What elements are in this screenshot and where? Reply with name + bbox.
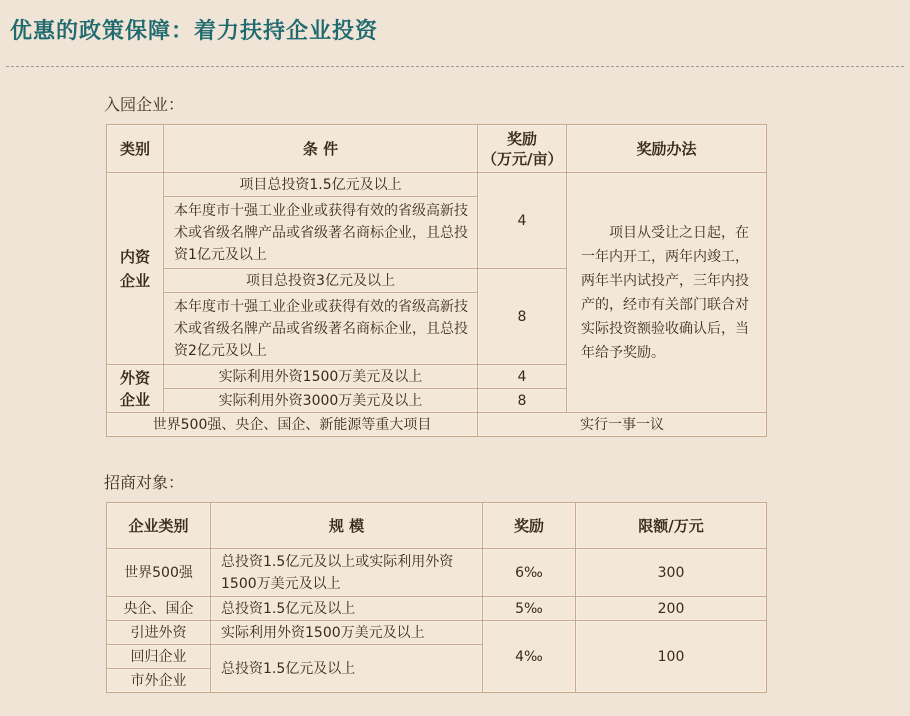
enterprise-type-cell: 世界500强	[107, 549, 211, 597]
section-label-park-enterprises: 入园企业：	[104, 95, 185, 114]
header-enterprise-type: 企业类别	[107, 503, 211, 549]
reward-cell: 5‰	[483, 597, 576, 621]
condition-cell: 项目总投资1.5亿元及以上	[164, 173, 478, 197]
limit-cell: 300	[576, 549, 767, 597]
header-scale: 规 模	[211, 503, 483, 549]
title-divider	[6, 66, 904, 67]
park-enterprise-table	[106, 124, 767, 437]
reward-cell: 4	[478, 173, 567, 269]
condition-cell: 本年度市十强工业企业或获得有效的省级高新技术或省级名牌产品或省级著名商标企业，且总投资1亿元及以上	[164, 197, 478, 269]
reward-cell: 8	[478, 269, 567, 365]
scale-cell: 总投资1.5亿元及以上	[211, 645, 483, 693]
condition-cell: 项目总投资3亿元及以上	[164, 269, 478, 293]
domestic-enterprise-label: 内资 企业	[107, 173, 164, 365]
group-limit-cell: 100	[576, 621, 767, 693]
reward-cell: 8	[478, 389, 567, 413]
header-reward: 奖励	[483, 503, 576, 549]
enterprise-type-cell: 回归企业	[107, 645, 211, 669]
header-limit: 限额/万元	[576, 503, 767, 549]
header-method: 奖励办法	[567, 125, 767, 173]
scale-cell: 总投资1.5亿元及以上或实际利用外资1500万美元及以上	[211, 549, 483, 597]
section-label-investment-targets: 招商对象：	[104, 473, 185, 492]
reward-cell: 4	[478, 365, 567, 389]
foreign-enterprise-label: 外资 企业	[107, 365, 164, 413]
limit-cell: 200	[576, 597, 767, 621]
condition-cell: 实际利用外资1500万美元及以上	[164, 365, 478, 389]
scale-cell: 实际利用外资1500万美元及以上	[211, 621, 483, 645]
group-reward-cell: 4‰	[483, 621, 576, 693]
page-title: 优惠的政策保障：着力扶持企业投资	[10, 19, 379, 44]
enterprise-type-cell: 市外企业	[107, 669, 211, 693]
reward-cell: 6‰	[483, 549, 576, 597]
scale-cell: 总投资1.5亿元及以上	[211, 597, 483, 621]
investment-target-table	[106, 502, 767, 693]
header-reward: 奖励 （万元/亩）	[478, 125, 567, 173]
header-category: 类别	[107, 125, 164, 173]
condition-cell: 实际利用外资3000万美元及以上	[164, 389, 478, 413]
enterprise-type-cell: 引进外资	[107, 621, 211, 645]
condition-cell: 本年度市十强工业企业或获得有效的省级高新技术或省级名牌产品或省级著名商标企业，且总投资2亿元及以上	[164, 293, 478, 365]
special-project-condition: 世界500强、央企、国企、新能源等重大项目	[107, 413, 478, 437]
header-condition: 条 件	[164, 125, 478, 173]
reward-method-cell: 项目从受让之日起，在一年内开工，两年内竣工，两年半内试投产，三年内投产的，经市有关部门联合对实际投资额验收确认后，当年给予奖励。	[567, 173, 767, 413]
special-project-reward: 实行一事一议	[478, 413, 767, 437]
enterprise-type-cell: 央企、国企	[107, 597, 211, 621]
